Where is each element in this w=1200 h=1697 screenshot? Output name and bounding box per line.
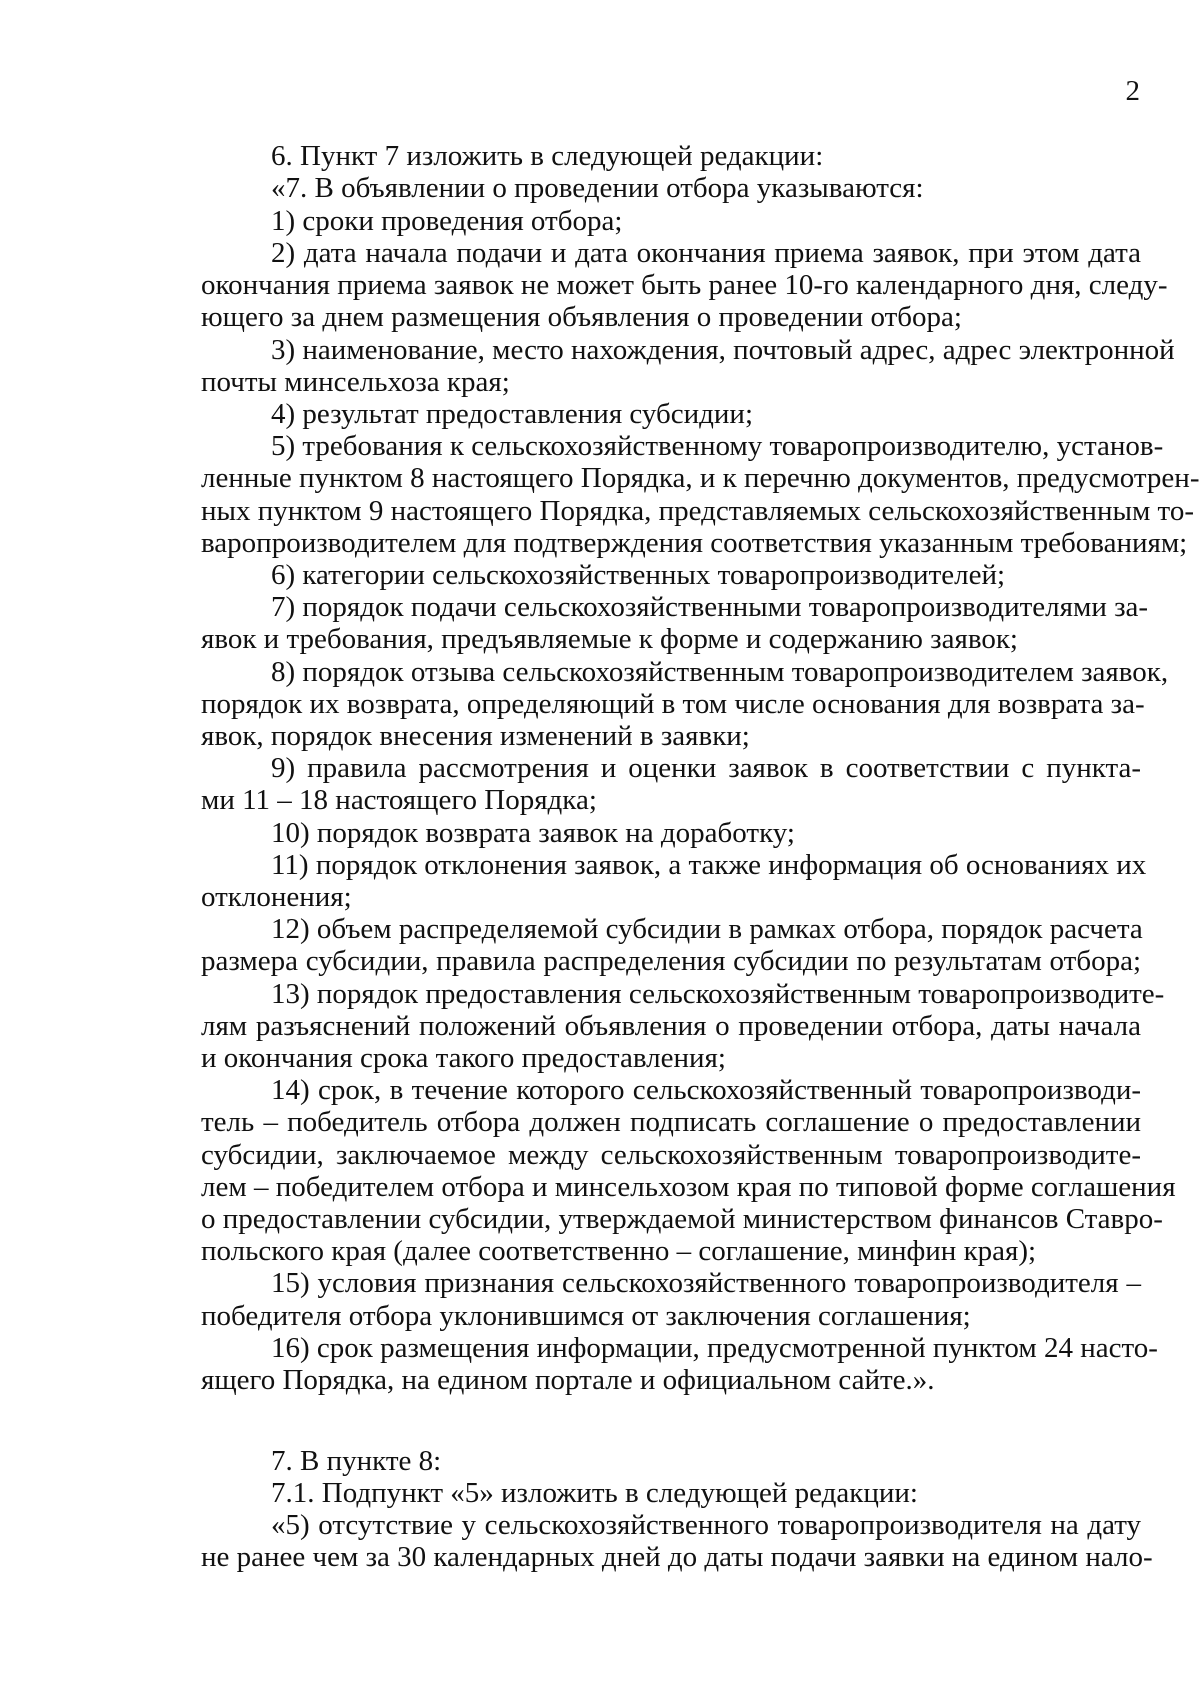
text-line: явок и требования, предъявляемые к форме и содержанию заявок; (201, 623, 1018, 655)
text-line: 13) порядок предоставления сельскохозяйственным товаропроизводите- (271, 978, 1165, 1010)
text-line: порядок их возврата, определяющий в том числе основания для возврата за- (201, 688, 1145, 720)
text-line: «5) отсутствие у сельскохозяйственного товаропроизводителя на дату (271, 1509, 1141, 1541)
text-line: польского края (далее соответственно – соглашение, минфин края); (201, 1235, 1037, 1267)
text-line: о предоставлении субсидии, утверждаемой министерством финансов Ставро- (201, 1203, 1163, 1235)
text-line: ных пунктом 9 настоящего Порядка, представляемых сельскохозяйственным то- (201, 495, 1195, 527)
text-line: 9) правила рассмотрения и оценки заявок в соответствии с пункта- (271, 752, 1141, 784)
text-line: «7. В объявлении о проведении отбора указываются: (271, 172, 924, 204)
text-line: 11) порядок отклонения заявок, а также информация об основаниях их (271, 849, 1147, 881)
text-line: 4) результат предоставления субсидии; (271, 398, 754, 430)
text-line: 7. В пункте 8: (271, 1445, 442, 1477)
text-line: отклонения; (201, 881, 352, 913)
text-line: 10) порядок возврата заявок на доработку; (271, 817, 795, 849)
text-line: явок, порядок внесения изменений в заявки; (201, 720, 750, 752)
text-line: 1) сроки проведения отбора; (271, 205, 623, 237)
text-line: ющего за днем размещения объявления о проведении отбора; (201, 301, 962, 333)
text-line: 7.1. Подпункт «5» изложить в следующей редакции: (271, 1477, 918, 1509)
text-line: 6. Пункт 7 изложить в следующей редакции: (271, 140, 824, 172)
text-line: 16) срок размещения информации, предусмотренной пунктом 24 насто- (271, 1332, 1158, 1364)
text-line: ящего Порядка, на едином портале и официальном сайте.». (201, 1364, 935, 1396)
text-line: лям разъяснений положений объявления о проведении отбора, даты начала (201, 1010, 1141, 1042)
page-number: 2 (1125, 75, 1140, 107)
text-line: субсидии, заключаемое между сельскохозяйственным товаропроизводите- (201, 1139, 1141, 1171)
text-line: 2) дата начала подачи и дата окончания приема заявок, при этом дата (271, 237, 1141, 269)
text-line: 14) срок, в течение которого сельскохозяйственный товаропроизводи- (271, 1074, 1141, 1106)
text-line: и окончания срока такого предоставления; (201, 1042, 726, 1074)
text-line: варопроизводителем для подтверждения соответствия указанным требованиям; (201, 527, 1188, 559)
text-line: лем – победителем отбора и минсельхозом края по типовой форме соглашения (201, 1171, 1176, 1203)
text-line: 5) требования к сельскохозяйственному товаропроизводителю, установ- (271, 430, 1164, 462)
text-line: 3) наименование, место нахождения, почтовый адрес, адрес электронной (271, 334, 1175, 366)
text-line: 6) категории сельскохозяйственных товаропроизводителей; (271, 559, 1006, 591)
text-line: ми 11 – 18 настоящего Порядка; (201, 784, 597, 816)
text-line: 15) условия признания сельскохозяйственного товаропроизводителя – (271, 1267, 1141, 1299)
text-line: 8) порядок отзыва сельскохозяйственным товаропроизводителем заявок, (271, 656, 1169, 688)
text-line: победителя отбора уклонившимся от заключения соглашения; (201, 1300, 971, 1332)
text-line: размера субсидии, правила распределения субсидии по результатам отбора; (201, 945, 1141, 977)
text-line: почты минсельхоза края; (201, 366, 510, 398)
text-line: окончания приема заявок не может быть ранее 10-го календарного дня, следу- (201, 269, 1168, 301)
text-line: 12) объем распределяемой субсидии в рамках отбора, порядок расчета (271, 913, 1143, 945)
text-line: тель – победитель отбора должен подписать соглашение о предоставлении (201, 1106, 1141, 1138)
text-line: 7) порядок подачи сельскохозяйственными товаропроизводителями за- (271, 591, 1149, 623)
text-line: не ранее чем за 30 календарных дней до даты подачи заявки на едином нало- (201, 1541, 1153, 1573)
text-line: ленные пунктом 8 настоящего Порядка, и к перечню документов, предусмотрен- (201, 462, 1200, 494)
